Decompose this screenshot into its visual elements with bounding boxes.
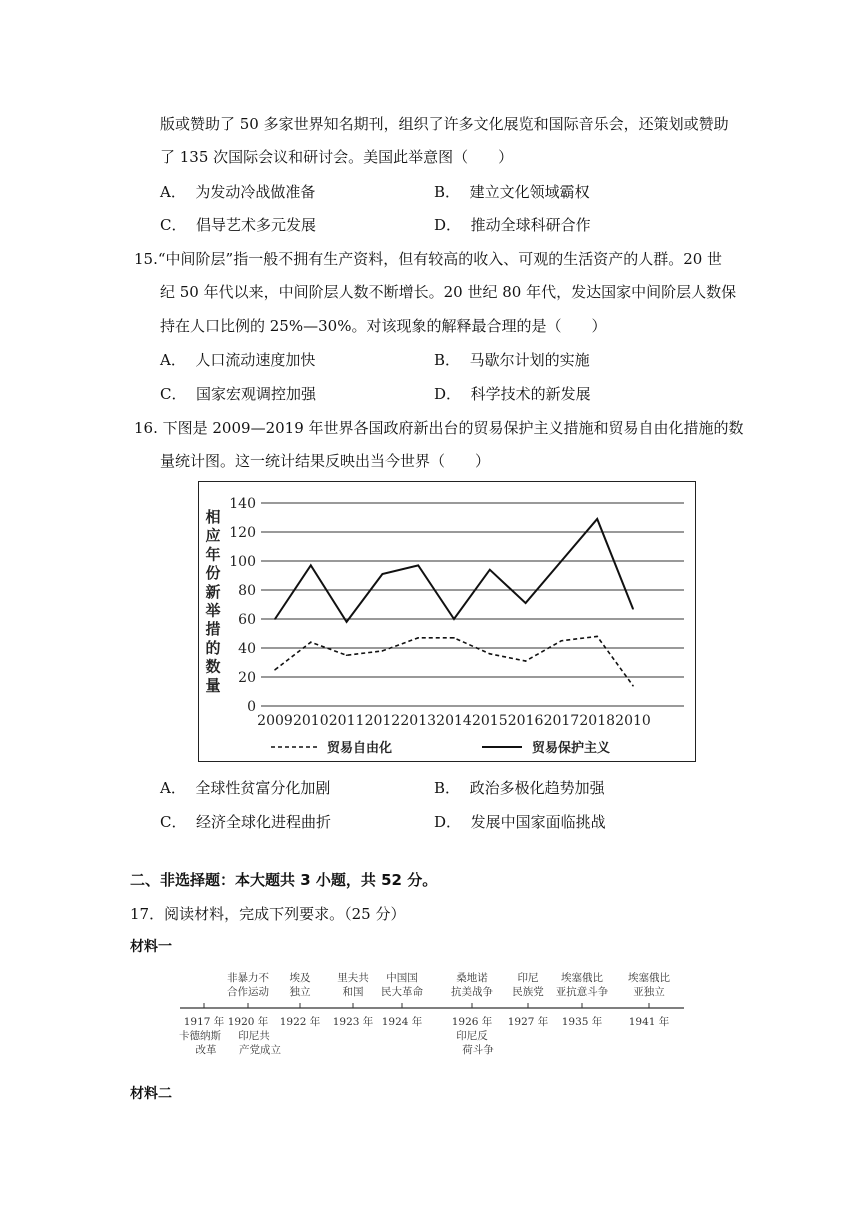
timeline-year: 1935 年	[561, 1016, 603, 1028]
material-2-label: 材料二	[130, 1086, 172, 1102]
q14-option-a[interactable]: A． 为发动冷战做准备	[160, 183, 316, 201]
timeline-figure	[160, 965, 700, 1065]
data-point	[310, 641, 312, 643]
q15-option-b[interactable]: B． 马歇尔计划的实施	[434, 351, 590, 369]
data-point	[382, 650, 384, 652]
q15-option-a[interactable]: A． 人口流动速度加快	[160, 351, 316, 369]
x-tick-label: 2011	[328, 713, 365, 729]
data-point	[525, 602, 527, 604]
timeline-event-above: 印尼	[517, 972, 539, 984]
y-axis-label-char: 数	[205, 657, 221, 676]
q15-line-3: 持在人口比例的 25%—30%。对该现象的解释最合理的是（ ）	[160, 317, 607, 335]
material-1-label: 材料一	[130, 939, 172, 955]
q14-option-d[interactable]: D． 推动全球科研合作	[434, 216, 591, 234]
q14-line-2: 了 135 次国际会议和研讨会。美国此举意图（ ）	[160, 148, 514, 166]
x-tick-label: 2014	[436, 713, 472, 729]
y-axis-label-char: 应	[205, 526, 221, 545]
x-tick-label: 2009	[257, 713, 293, 729]
timeline-event-below: 印尼共	[238, 1030, 270, 1042]
timeline-event-below: 印尼反	[456, 1030, 488, 1042]
timeline-event-above: 埃塞俄比	[628, 972, 670, 984]
timeline-event-above: 民族党	[512, 986, 544, 998]
y-tick-label: 60	[238, 612, 256, 628]
q15-line-1: 15.“中间阶层”指一般不拥有生产资料，但有较高的收入、可观的生活资产的人群。20 世	[134, 250, 723, 268]
data-point	[525, 660, 527, 662]
q15-line-2: 纪 50 年代以来，中间阶层人数不断增长。20 世纪 80 年代，发达国家中间阶层人数保	[160, 283, 737, 301]
timeline-year: 1941 年	[628, 1016, 670, 1028]
timeline-event-above: 非暴力不	[227, 972, 269, 984]
y-axis-label-char: 相	[205, 508, 221, 526]
timeline-year: 1926 年	[451, 1016, 493, 1028]
x-tick-label: 2018	[579, 713, 616, 729]
data-point	[489, 569, 491, 571]
data-point	[382, 573, 384, 575]
timeline-year: 1917 年	[183, 1016, 225, 1028]
x-tick-label: 2012	[364, 713, 401, 729]
y-tick-label: 20	[238, 670, 256, 686]
timeline-event-above: 桑地诺	[456, 972, 488, 984]
data-point	[417, 637, 419, 639]
y-tick-label: 140	[229, 496, 256, 512]
y-tick-label: 120	[229, 525, 256, 541]
x-tick-label: 2010	[615, 713, 651, 729]
timeline-event-above: 抗美战争	[451, 986, 493, 998]
y-axis-label-char: 措	[205, 620, 221, 639]
y-axis-label-char: 举	[205, 601, 221, 620]
timeline-event-above: 独立	[289, 986, 311, 998]
y-tick-label: 40	[238, 641, 256, 657]
timeline-year: 1927 年	[507, 1016, 549, 1028]
data-point	[489, 653, 491, 655]
q17-intro: 17．阅读材料，完成下列要求。（25 分）	[130, 905, 406, 923]
timeline-event-below: 产党成立	[239, 1044, 281, 1056]
x-tick-label: 2017	[543, 713, 580, 729]
timeline-event-above: 亚独立	[633, 986, 665, 998]
q14-line-1: 版或赞助了 50 多家世界知名期刊，组织了许多文化展览和国际音乐会，还策划或赞助	[160, 115, 729, 133]
section-2-title: 二、非选择题：本大题共 3 小题，共 52 分。	[130, 871, 438, 889]
y-axis-label-char: 的	[205, 638, 221, 657]
timeline-event-above: 埃及	[289, 972, 311, 984]
legend-label-liberalization: 贸易自由化	[327, 741, 393, 756]
timeline-event-above: 民大革命	[381, 986, 423, 998]
q15-option-d[interactable]: D． 科学技术的新发展	[434, 385, 591, 403]
y-axis-label-char: 新	[205, 582, 221, 601]
timeline-event-above: 亚抗意斗争	[555, 986, 609, 998]
data-point	[453, 618, 455, 620]
data-point	[561, 640, 563, 642]
data-point	[417, 565, 419, 567]
timeline-year: 1922 年	[279, 1016, 321, 1028]
y-tick-label: 80	[238, 583, 256, 599]
q14-option-c[interactable]: C． 倡导艺术多元发展	[160, 216, 317, 234]
data-point	[453, 637, 455, 639]
data-point	[632, 685, 634, 687]
y-axis-label-char: 量	[205, 676, 221, 695]
data-point	[274, 669, 276, 671]
q16-line-2: 量统计图。这一统计结果反映出当今世界（ ）	[160, 452, 491, 470]
timeline-event-above: 埃塞俄比	[561, 972, 603, 984]
timeline-event-above: 和国	[342, 986, 364, 998]
timeline-year: 1924 年	[381, 1016, 423, 1028]
timeline-event-above: 合作运动	[227, 986, 269, 998]
data-point	[596, 518, 598, 520]
series-line-protectionism	[275, 519, 633, 622]
y-tick-label: 0	[247, 699, 256, 715]
q16-option-a[interactable]: A． 全球性贫富分化加剧	[160, 779, 331, 797]
legend-label-protectionism: 贸易保护主义	[532, 741, 611, 756]
data-point	[346, 621, 348, 623]
q16-option-b[interactable]: B． 政治多极化趋势加强	[434, 779, 605, 797]
data-point	[596, 636, 598, 638]
q16-option-c[interactable]: C． 经济全球化进程曲折	[160, 813, 332, 831]
timeline-event-above: 里夫共	[337, 972, 369, 984]
q15-option-c[interactable]: C． 国家宏观调控加强	[160, 385, 317, 403]
data-point	[346, 654, 348, 656]
data-point	[632, 608, 634, 610]
data-point	[310, 565, 312, 567]
y-axis-label-char: 年	[205, 545, 221, 564]
q16-line-1: 16. 下图是 2009—2019 年世界各国政府新出台的贸易保护主义措施和贸易自由化措施的数	[134, 419, 744, 437]
x-tick-label: 2016	[507, 713, 544, 729]
timeline-event-below: 卡德纳斯	[179, 1030, 221, 1042]
y-tick-label: 100	[229, 554, 256, 570]
timeline-event-above: 中国国	[386, 972, 418, 984]
timeline-event-below: 荷斗争	[462, 1044, 494, 1056]
x-tick-label: 2013	[400, 713, 437, 729]
data-point	[561, 560, 563, 562]
x-tick-label: 2010	[292, 713, 329, 729]
q14-option-b[interactable]: B． 建立文化领域霸权	[434, 183, 590, 201]
timeline-event-below: 改革	[195, 1044, 217, 1056]
trade-measures-chart	[198, 481, 696, 762]
y-axis-label-char: 份	[205, 564, 221, 583]
timeline-year: 1920 年	[227, 1016, 269, 1028]
data-point	[274, 618, 276, 620]
chart-canvas	[199, 482, 697, 763]
x-tick-label: 2015	[471, 713, 508, 729]
q16-option-d[interactable]: D． 发展中国家面临挑战	[434, 813, 606, 831]
series-line-liberalization	[275, 636, 633, 685]
timeline-year: 1923 年	[332, 1016, 374, 1028]
